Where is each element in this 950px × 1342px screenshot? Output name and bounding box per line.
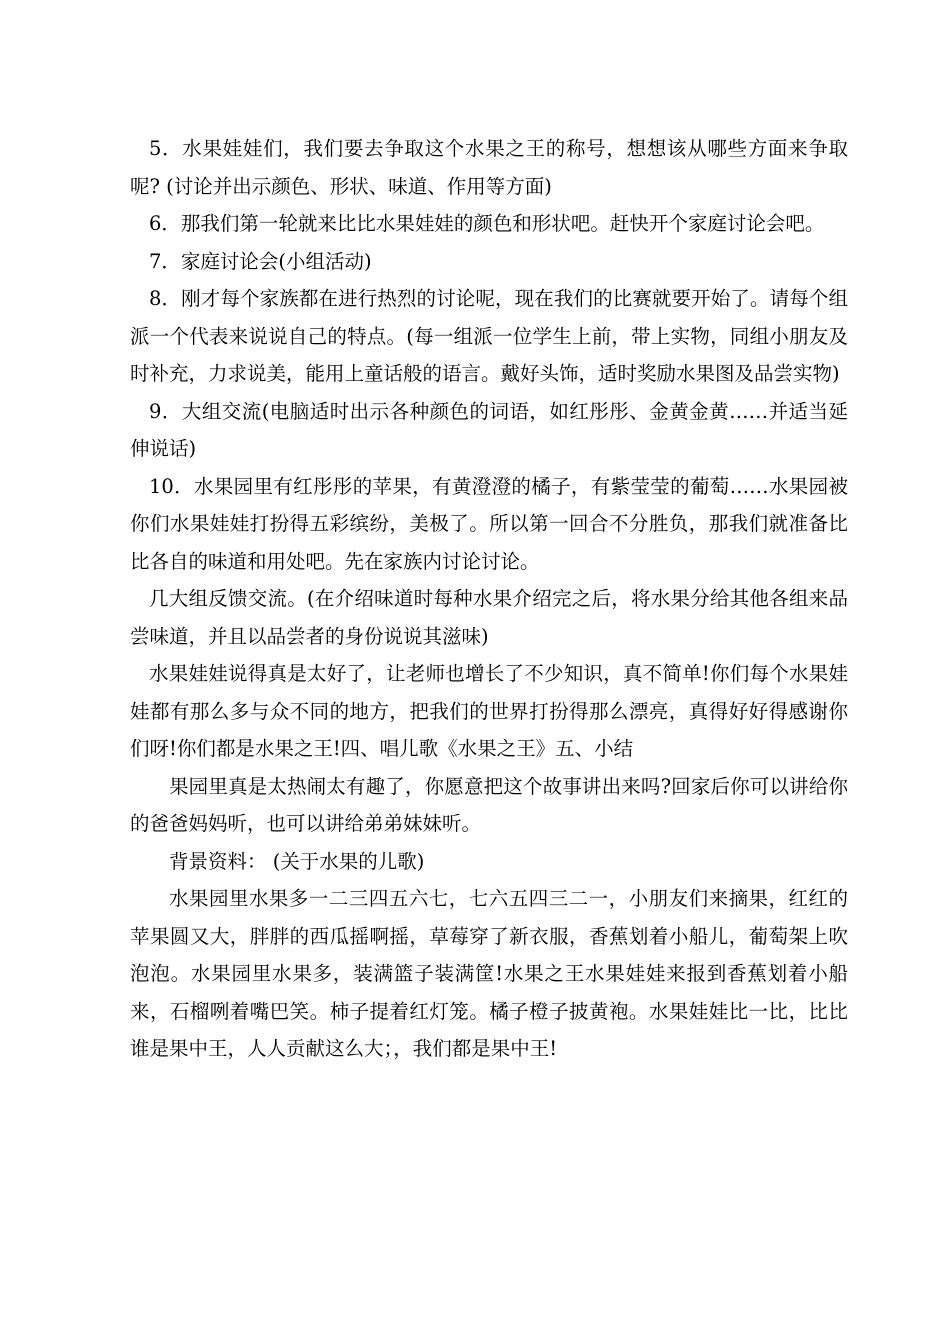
paragraph-praise: 水果娃娃说得真是太好了，让老师也增长了不少知识，真不简单!你们每个水果娃娃都有那么多与众不同的地方，把我们的世界打扮得那么漂亮，真得好好得感谢你们呀!你们都是水果之王!四、唱儿歌《水果之王》五、小结 <box>130 662 848 760</box>
paragraph-feedback: 几大组反馈交流。(在介绍味道时每种水果介绍完之后，将水果分给其他各组来品尝味道，并且以品尝者的身份说说其滋味) <box>130 587 848 648</box>
document-page <box>130 130 848 1068</box>
paragraph-item-9: 9．大组交流(电脑适时出示各种颜色的词语，如红彤彤、金黄金黄……并适当延伸说话) <box>130 399 848 460</box>
paragraph-nursery-rhyme: 水果园里水果多一二三四五六七，七六五四三二一，小朋友们来摘果，红红的苹果圆又大，胖胖的西瓜摇啊摇，草莓穿了新衣服，香蕉划着小船儿，葡萄架上吹泡泡。水果园里水果多，装满篮子装满筐!水果之王水果娃娃来报到香蕉划着小船来，石榴咧着嘴巴笑。柿子提着红灯笼。橘子橙子披黄袍。水果娃娃比一比，比比谁是果中王，人人贡献这么大；，我们都是果中王! <box>130 887 848 1060</box>
background-heading: 背景资料： (关于水果的儿歌) <box>169 849 425 873</box>
paragraph-item-10: 10．水果园里有红彤彤的苹果，有黄澄澄的橘子，有紫莹莹的葡萄……水果园被你们水果娃娃打扮得五彩缤纷，美极了。所以第一回合不分胜负，那我们就准备比比各自的味道和用处吧。先在家族内讨论讨论。 <box>130 474 848 573</box>
paragraph-item-6: 6．那我们第一轮就来比比水果娃娃的颜色和形状吧。赶快开个家庭讨论会吧。 <box>149 212 825 235</box>
paragraph-item-8: 8．刚才每个家族都在进行热烈的讨论呢，现在我们的比赛就要开始了。请每个组派一个代表来说说自己的特点。(每一组派一位学生上前，带上实物，同组小朋友及时补充，力求说美，能用上童话般的语言。戴好头饰，适时奖励水果图及品尝实物) <box>130 287 848 385</box>
paragraph-item-7: 7．家庭讨论会(小组活动) <box>149 249 372 273</box>
paragraph-summary: 果园里真是太热闹太有趣了，你愿意把这个故事讲出来吗?回家后你可以讲给你的爸爸妈妈听，也可以讲给弟弟妹妹听。 <box>130 774 848 835</box>
paragraph-item-5: 5．水果娃娃们，我们要去争取这个水果之王的称号，想想该从哪些方面来争取呢? (讨论并出示颜色、形状、味道、作用等方面) <box>130 137 848 198</box>
